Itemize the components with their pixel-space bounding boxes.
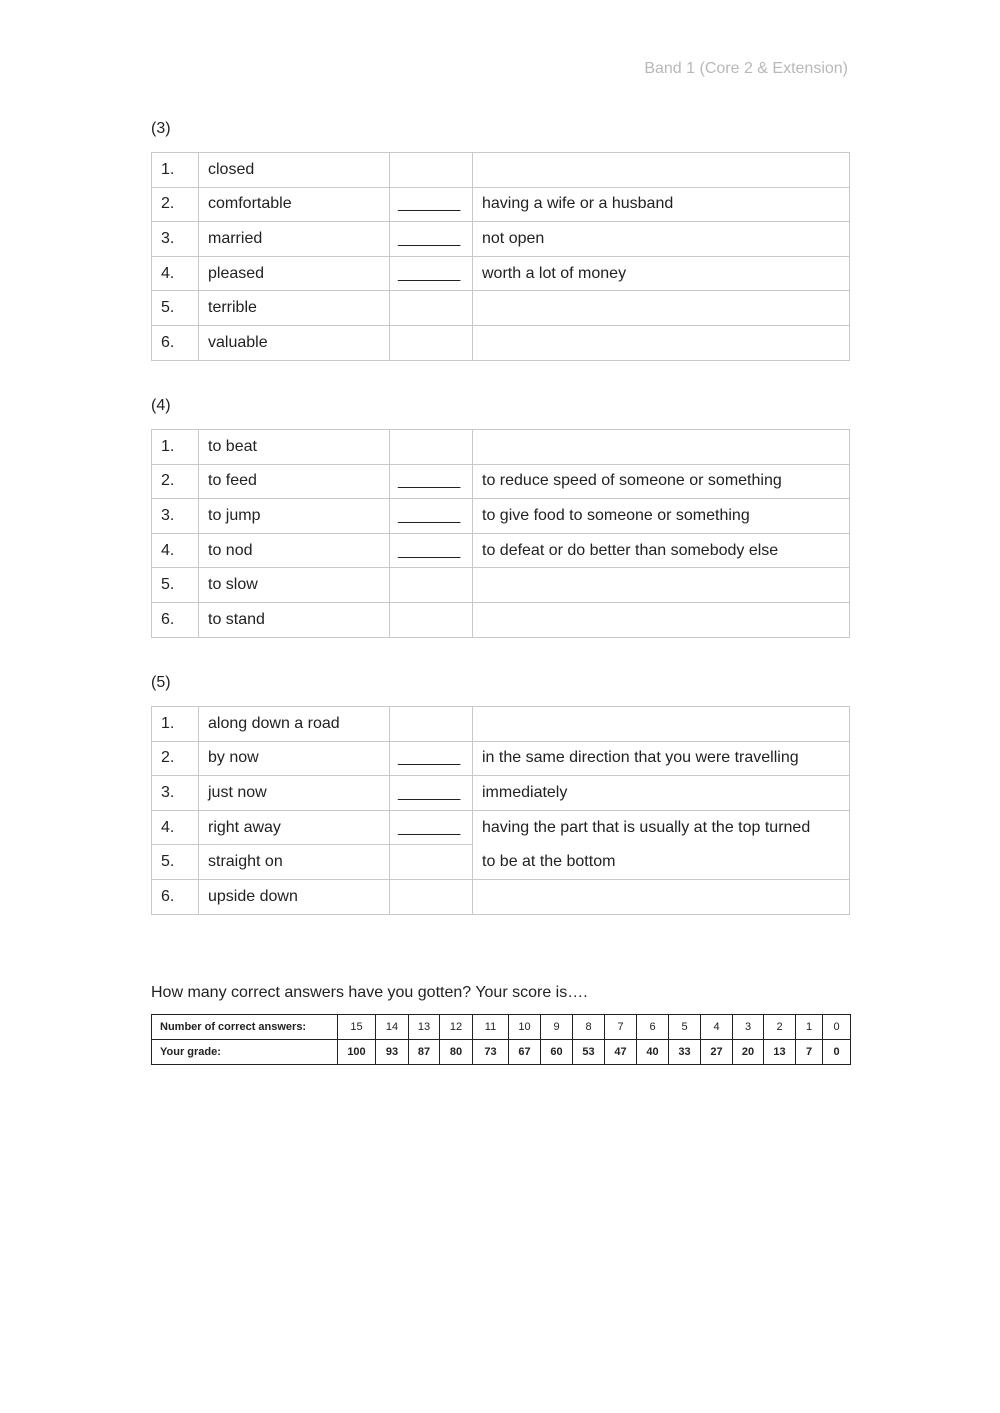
- answer-blank[interactable]: _______: [390, 464, 473, 499]
- definition: to reduce speed of someone or something: [473, 464, 850, 499]
- grade-value: 60: [541, 1040, 573, 1065]
- item-word: terrible: [199, 291, 390, 326]
- grade-value: 27: [701, 1040, 733, 1065]
- answer-cell: [390, 291, 473, 326]
- correct-count: 10: [509, 1015, 541, 1040]
- correct-count: 9: [541, 1015, 573, 1040]
- table-row: [152, 430, 850, 465]
- grade-value: 80: [440, 1040, 473, 1065]
- score-question: How many correct answers have you gotten? Your score is….: [151, 984, 588, 1001]
- table-row: [152, 222, 850, 257]
- item-word: straight on: [199, 845, 390, 880]
- correct-count: 11: [473, 1015, 509, 1040]
- item-word: married: [199, 222, 390, 257]
- definition-cell: [473, 291, 850, 326]
- answer-blank[interactable]: _______: [390, 533, 473, 568]
- definition: to give food to someone or something: [473, 499, 850, 534]
- table-row: [152, 464, 850, 499]
- correct-count: 3: [733, 1015, 764, 1040]
- item-number: 1.: [152, 707, 199, 742]
- item-number: 1.: [152, 153, 199, 188]
- item-number: 2.: [152, 464, 199, 499]
- answer-cell: [390, 325, 473, 360]
- definition: to defeat or do better than somebody else: [473, 533, 850, 568]
- correct-count: 7: [605, 1015, 637, 1040]
- table-row: [152, 533, 850, 568]
- grade-value: 13: [764, 1040, 796, 1065]
- item-number: 4.: [152, 533, 199, 568]
- item-number: 4.: [152, 256, 199, 291]
- item-word: right away: [199, 810, 390, 845]
- grade-label: Your grade:: [152, 1040, 338, 1065]
- answer-cell: [390, 568, 473, 603]
- item-number: 4.: [152, 810, 199, 845]
- correct-count: 5: [669, 1015, 701, 1040]
- item-number: 6.: [152, 602, 199, 637]
- correct-count: 2: [764, 1015, 796, 1040]
- item-number: 2.: [152, 741, 199, 776]
- matching-table-4: [151, 429, 850, 638]
- grade-value: 40: [637, 1040, 669, 1065]
- item-number: 1.: [152, 430, 199, 465]
- correct-count: 6: [637, 1015, 669, 1040]
- item-word: to stand: [199, 602, 390, 637]
- correct-count: 14: [376, 1015, 409, 1040]
- definition: not open: [473, 222, 850, 257]
- table-row: [152, 602, 850, 637]
- definition: to be at the bottom: [482, 852, 616, 870]
- grade-value: 87: [409, 1040, 440, 1065]
- grade-value: 20: [733, 1040, 764, 1065]
- table-row: [152, 776, 850, 811]
- table-row: [152, 707, 850, 742]
- correct-count: 12: [440, 1015, 473, 1040]
- correct-count: 8: [573, 1015, 605, 1040]
- definition-cell: [473, 879, 850, 914]
- item-word: closed: [199, 153, 390, 188]
- correct-count: 1: [796, 1015, 823, 1040]
- grade-value: 53: [573, 1040, 605, 1065]
- table-row: [152, 810, 850, 845]
- item-word: just now: [199, 776, 390, 811]
- correct-count: 4: [701, 1015, 733, 1040]
- grade-value: 7: [796, 1040, 823, 1065]
- definition-cell: [473, 325, 850, 360]
- grade-value: 0: [823, 1040, 851, 1065]
- table-row: [152, 879, 850, 914]
- correct-answers-row: [152, 1015, 851, 1040]
- definition-cell: [473, 568, 850, 603]
- table-row: [152, 153, 850, 188]
- correct-count: 15: [338, 1015, 376, 1040]
- table-row: [152, 256, 850, 291]
- answer-blank[interactable]: _______: [390, 499, 473, 534]
- item-word: upside down: [199, 879, 390, 914]
- definition: in the same direction that you were travelling: [473, 741, 850, 776]
- answer-blank[interactable]: _______: [390, 776, 473, 811]
- grade-value: 73: [473, 1040, 509, 1065]
- correct-answers-label: Number of correct answers:: [152, 1015, 338, 1040]
- answer-cell: [390, 845, 473, 880]
- correct-count: 0: [823, 1015, 851, 1040]
- definition-cell: [473, 707, 850, 742]
- definition-merged: [473, 810, 850, 879]
- answer-cell: [390, 707, 473, 742]
- table-row: [152, 325, 850, 360]
- definition: immediately: [473, 776, 850, 811]
- definition: having the part that is usually at the top turned: [482, 818, 811, 836]
- table-row: [152, 187, 850, 222]
- matching-table-5: [151, 706, 850, 915]
- answer-cell: [390, 153, 473, 188]
- grade-value: 33: [669, 1040, 701, 1065]
- page-header: Band 1 (Core 2 & Extension): [644, 60, 848, 77]
- item-number: 5.: [152, 845, 199, 880]
- item-word: to feed: [199, 464, 390, 499]
- section-label-5: (5): [151, 674, 171, 691]
- grade-value: 67: [509, 1040, 541, 1065]
- grade-value: 93: [376, 1040, 409, 1065]
- item-number: 6.: [152, 879, 199, 914]
- definition: having a wife or a husband: [473, 187, 850, 222]
- item-word: to nod: [199, 533, 390, 568]
- item-number: 6.: [152, 325, 199, 360]
- definition: worth a lot of money: [473, 256, 850, 291]
- item-word: comfortable: [199, 187, 390, 222]
- item-number: 3.: [152, 499, 199, 534]
- definition-cell: [473, 430, 850, 465]
- correct-count: 13: [409, 1015, 440, 1040]
- answer-cell: [390, 602, 473, 637]
- item-word: to slow: [199, 568, 390, 603]
- section-label-4: (4): [151, 397, 171, 414]
- grade-row: [152, 1040, 851, 1065]
- item-number: 3.: [152, 222, 199, 257]
- item-number: 2.: [152, 187, 199, 222]
- item-word: to beat: [199, 430, 390, 465]
- table-row: [152, 741, 850, 776]
- item-number: 5.: [152, 568, 199, 603]
- answer-blank[interactable]: _______: [390, 187, 473, 222]
- grade-value: 100: [338, 1040, 376, 1065]
- item-word: to jump: [199, 499, 390, 534]
- table-row: [152, 568, 850, 603]
- section-label-3: (3): [151, 120, 171, 137]
- definition-cell: [473, 153, 850, 188]
- answer-blank[interactable]: _______: [390, 741, 473, 776]
- answer-blank[interactable]: _______: [390, 256, 473, 291]
- item-word: by now: [199, 741, 390, 776]
- answer-blank[interactable]: _______: [390, 222, 473, 257]
- answer-blank[interactable]: _______: [390, 810, 473, 845]
- grade-value: 47: [605, 1040, 637, 1065]
- table-row: [152, 291, 850, 326]
- item-word: along down a road: [199, 707, 390, 742]
- table-row: [152, 499, 850, 534]
- item-number: 5.: [152, 291, 199, 326]
- answer-cell: [390, 430, 473, 465]
- score-table: [151, 1014, 851, 1065]
- item-number: 3.: [152, 776, 199, 811]
- answer-cell: [390, 879, 473, 914]
- item-word: pleased: [199, 256, 390, 291]
- matching-table-3: [151, 152, 850, 361]
- item-word: valuable: [199, 325, 390, 360]
- definition-cell: [473, 602, 850, 637]
